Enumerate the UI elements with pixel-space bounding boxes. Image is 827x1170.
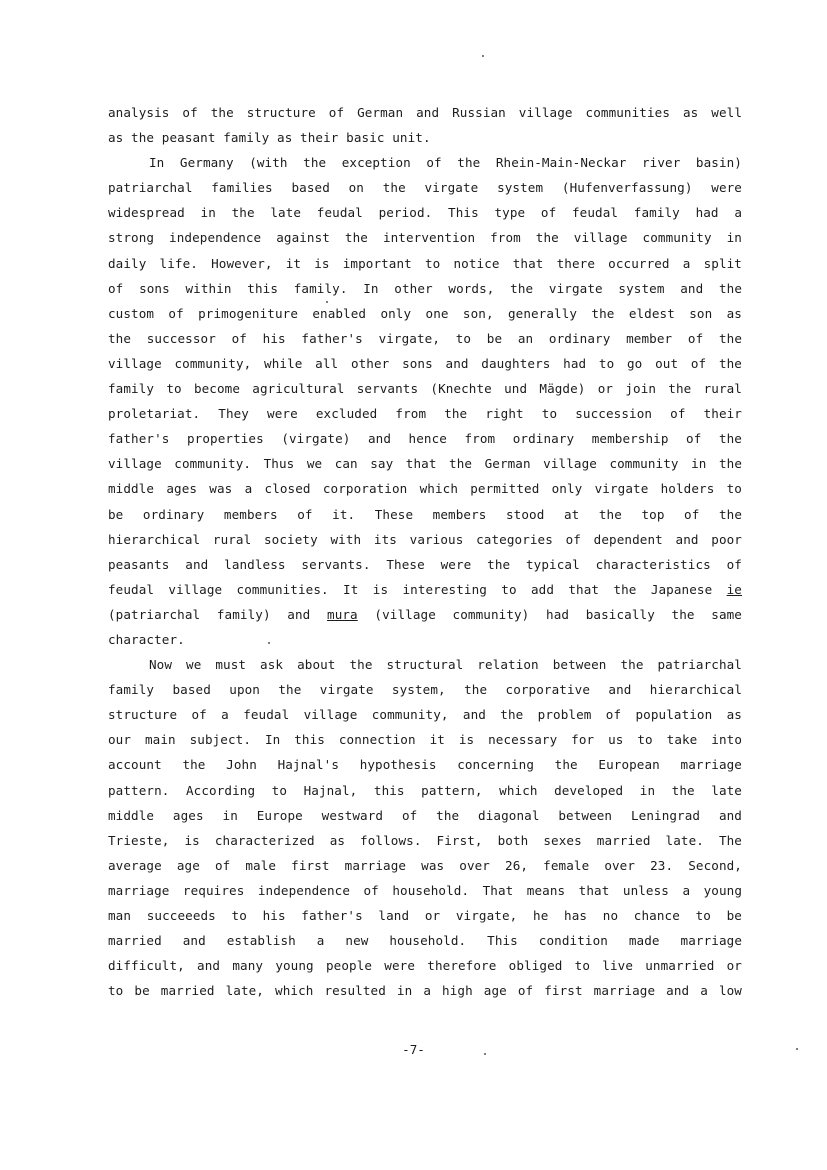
text-line bbox=[108, 527, 742, 552]
text-line bbox=[108, 702, 742, 727]
text-segment: In Germany (with the exception of the Rhein-Main-Neckar river basin) bbox=[149, 155, 742, 171]
scan-speck bbox=[796, 1048, 798, 1050]
text-segment: widespread in the late feudal period. This type of feudal family had a bbox=[108, 205, 742, 221]
text-line bbox=[108, 803, 742, 828]
page-number: -7- bbox=[402, 1042, 425, 1057]
text-segment: patriarchal families based on the virgate system (Hufenverfassung) were bbox=[108, 180, 742, 196]
text-segment: of sons within this family. In other words, the virgate system and the bbox=[108, 280, 742, 296]
text-line bbox=[108, 727, 742, 752]
text-line bbox=[108, 652, 742, 677]
text-segment: marriage requires independence of household. That means that unless a young bbox=[108, 882, 742, 898]
text-line bbox=[108, 953, 742, 978]
text-line bbox=[108, 100, 742, 125]
text-line bbox=[108, 326, 742, 351]
text-line bbox=[108, 476, 742, 501]
text-segment: average age of male first marriage was over 26, female over 23. Second, bbox=[108, 857, 742, 873]
text-line bbox=[108, 778, 742, 803]
text-segment: hierarchical rural society with its various categories of dependent and poor bbox=[108, 531, 742, 547]
text-segment: as the peasant family as their basic unit. bbox=[108, 130, 431, 146]
text-line bbox=[108, 451, 742, 476]
text-segment: our main subject. In this connection it is necessary for us to take into bbox=[108, 732, 742, 748]
text-line bbox=[108, 602, 742, 627]
text-segment: strong independence against the intervention from the village community in bbox=[108, 230, 742, 246]
text-line bbox=[108, 627, 742, 652]
text-line bbox=[108, 928, 742, 953]
text-line bbox=[108, 175, 742, 200]
text-segment: family to become agricultural servants (Knechte und Mägde) or join the rural bbox=[108, 381, 742, 397]
text-line bbox=[108, 401, 742, 426]
scan-speck bbox=[482, 55, 484, 57]
text-segment: to be married late, which resulted in a high age of first marriage and a low bbox=[108, 983, 742, 999]
text-segment: father's properties (virgate) and hence from ordinary membership of the bbox=[108, 431, 742, 447]
text-line bbox=[108, 853, 742, 878]
text-segment: structure of a feudal village community, and the problem of population as bbox=[108, 707, 742, 723]
text-segment: Now we must ask about the structural relation between the patriarchal bbox=[149, 657, 742, 673]
text-line bbox=[108, 301, 742, 326]
text-segment: family based upon the virgate system, the corporative and hierarchical bbox=[108, 682, 742, 698]
scan-speck bbox=[484, 1053, 486, 1055]
text-line bbox=[108, 502, 742, 527]
scan-speck bbox=[268, 642, 270, 644]
text-line bbox=[108, 225, 742, 250]
text-segment: village community. Thus we can say that the German village community in the bbox=[108, 456, 742, 472]
text-line bbox=[108, 552, 742, 577]
text-segment: character. bbox=[108, 631, 185, 647]
text-line bbox=[108, 150, 742, 175]
text-line bbox=[108, 251, 742, 276]
text-segment: village community, while all other sons and daughters had to go out of the bbox=[108, 355, 742, 371]
text-segment: peasants and landless servants. These were the typical characteristics of bbox=[108, 556, 742, 572]
text-segment: custom of primogeniture enabled only one son, generally the eldest son as bbox=[108, 305, 742, 321]
text-segment: daily life. However, it is important to notice that there occurred a split bbox=[108, 255, 742, 271]
text-segment: (village community) had basically the same bbox=[357, 606, 742, 622]
text-segment: man succeeeds to his father's land or virgate, he has no chance to be bbox=[108, 908, 742, 923]
text-line bbox=[108, 577, 742, 602]
text-segment: account the John Hajnal's hypothesis concerning the European marriage bbox=[108, 757, 742, 773]
text-line bbox=[108, 828, 742, 853]
text-segment: Trieste, is characterized as follows. First, both sexes married late. The bbox=[108, 832, 742, 848]
text-segment: middle ages in Europe westward of the diagonal between Leningrad and bbox=[108, 807, 742, 823]
text-line bbox=[108, 677, 742, 702]
text-line bbox=[108, 200, 742, 225]
text-segment: married and establish a new household. This condition made marriage bbox=[108, 933, 742, 949]
text-segment: (patriarchal family) and bbox=[108, 606, 328, 622]
text-line bbox=[108, 903, 742, 928]
text-line bbox=[108, 351, 742, 376]
text-line bbox=[108, 878, 742, 903]
text-line bbox=[108, 426, 742, 451]
underlined-term: ie bbox=[726, 581, 742, 597]
text-segment: the successor of his father's virgate, to be an ordinary member of the bbox=[108, 330, 742, 346]
body-text bbox=[108, 100, 742, 1003]
text-segment: feudal village communities. It is interesting to add that the Japanese bbox=[108, 581, 727, 597]
text-segment: be ordinary members of it. These members stood at the top of the bbox=[108, 506, 742, 522]
scan-speck bbox=[326, 301, 328, 303]
text-line bbox=[108, 376, 742, 401]
text-segment: middle ages was a closed corporation which permitted only virgate holders to bbox=[108, 481, 742, 497]
text-segment: pattern. According to Hajnal, this pattern, which developed in the late bbox=[108, 782, 742, 798]
underlined-term: mura bbox=[327, 606, 358, 622]
text-line bbox=[108, 752, 742, 777]
text-segment: proletariat. They were excluded from the right to succession of their bbox=[108, 406, 742, 422]
text-line bbox=[108, 276, 742, 301]
text-line bbox=[108, 978, 742, 1003]
text-segment: difficult, and many young people were therefore obliged to live unmarried or bbox=[108, 958, 742, 974]
text-line bbox=[108, 125, 742, 150]
text-segment: analysis of the structure of German and Russian village communities as well bbox=[108, 105, 742, 120]
